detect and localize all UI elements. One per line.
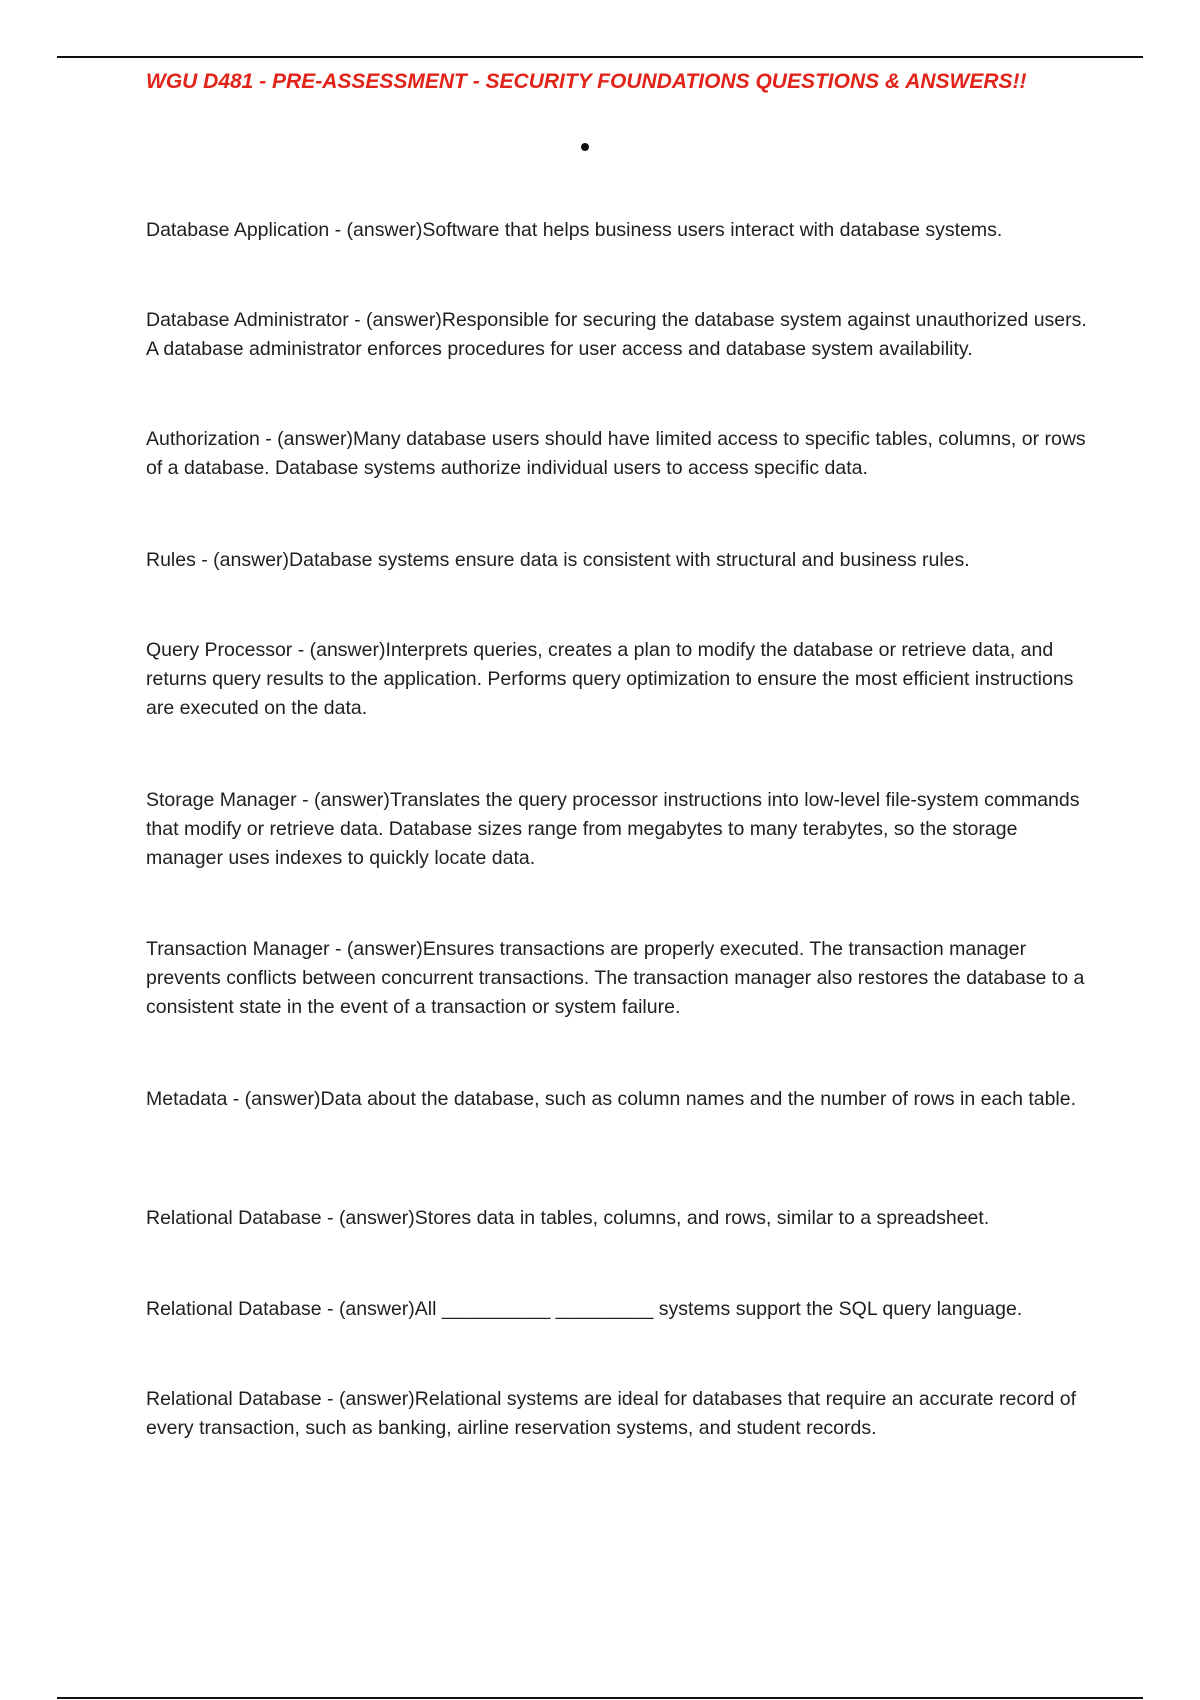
qa-entry-relational-database-3: Relational Database - (answer)Relational systems are ideal for databases that require an accurate record of every transaction, such as banking, airline reservation systems, and student records. (146, 1388, 1076, 1439)
qa-entry-storage-manager: Storage Manager - (answer)Translates the query processor instructions into low-level file-system commands that modify or retrieve data. Database sizes range from megabytes to many terabytes, so the storage manager uses indexes to quickly locate data. (146, 789, 1080, 869)
qa-entry-query-processor: Query Processor - (answer)Interprets queries, creates a plan to modify the database or retrieve data, and returns query results to the application. Performs query optimization to ensure the most efficient instructions are executed on the data. (146, 639, 1074, 719)
top-rule (57, 56, 1143, 58)
qa-entry-authorization: Authorization - (answer)Many database users should have limited access to specific tables, columns, or rows of a database. Database systems authorize individual users to access specific data. (146, 428, 1086, 479)
qa-entry-metadata: Metadata - (answer)Data about the database, such as column names and the number of rows in each table. (146, 1088, 1077, 1110)
bullet-point (581, 143, 589, 151)
page-title: WGU D481 - PRE-ASSESSMENT - SECURITY FOUNDATIONS QUESTIONS & ANSWERS!! (146, 70, 1027, 93)
qa-entry-transaction-manager: Transaction Manager - (answer)Ensures transactions are properly executed. The transaction manager prevents conflicts between concurrent transactions. The transaction manager also restores the database to a consistent state in the event of a transaction or system failure. (146, 938, 1085, 1018)
qa-entry-rules: Rules - (answer)Database systems ensure data is consistent with structural and business rules. (146, 549, 970, 571)
qa-entry-database-application: Database Application - (answer)Software that helps business users interact with database systems. (146, 219, 1003, 241)
qa-entry-relational-database-1: Relational Database - (answer)Stores data in tables, columns, and rows, similar to a spreadsheet. (146, 1207, 990, 1229)
qa-entry-relational-database-2: Relational Database - (answer)All __________ _________ systems support the SQL query language. (146, 1298, 1023, 1320)
qa-entry-database-administrator: Database Administrator - (answer)Responsible for securing the database system against unauthorized users. A database administrator enforces procedures for user access and database system availability. (146, 309, 1087, 360)
bottom-rule (57, 1697, 1143, 1699)
